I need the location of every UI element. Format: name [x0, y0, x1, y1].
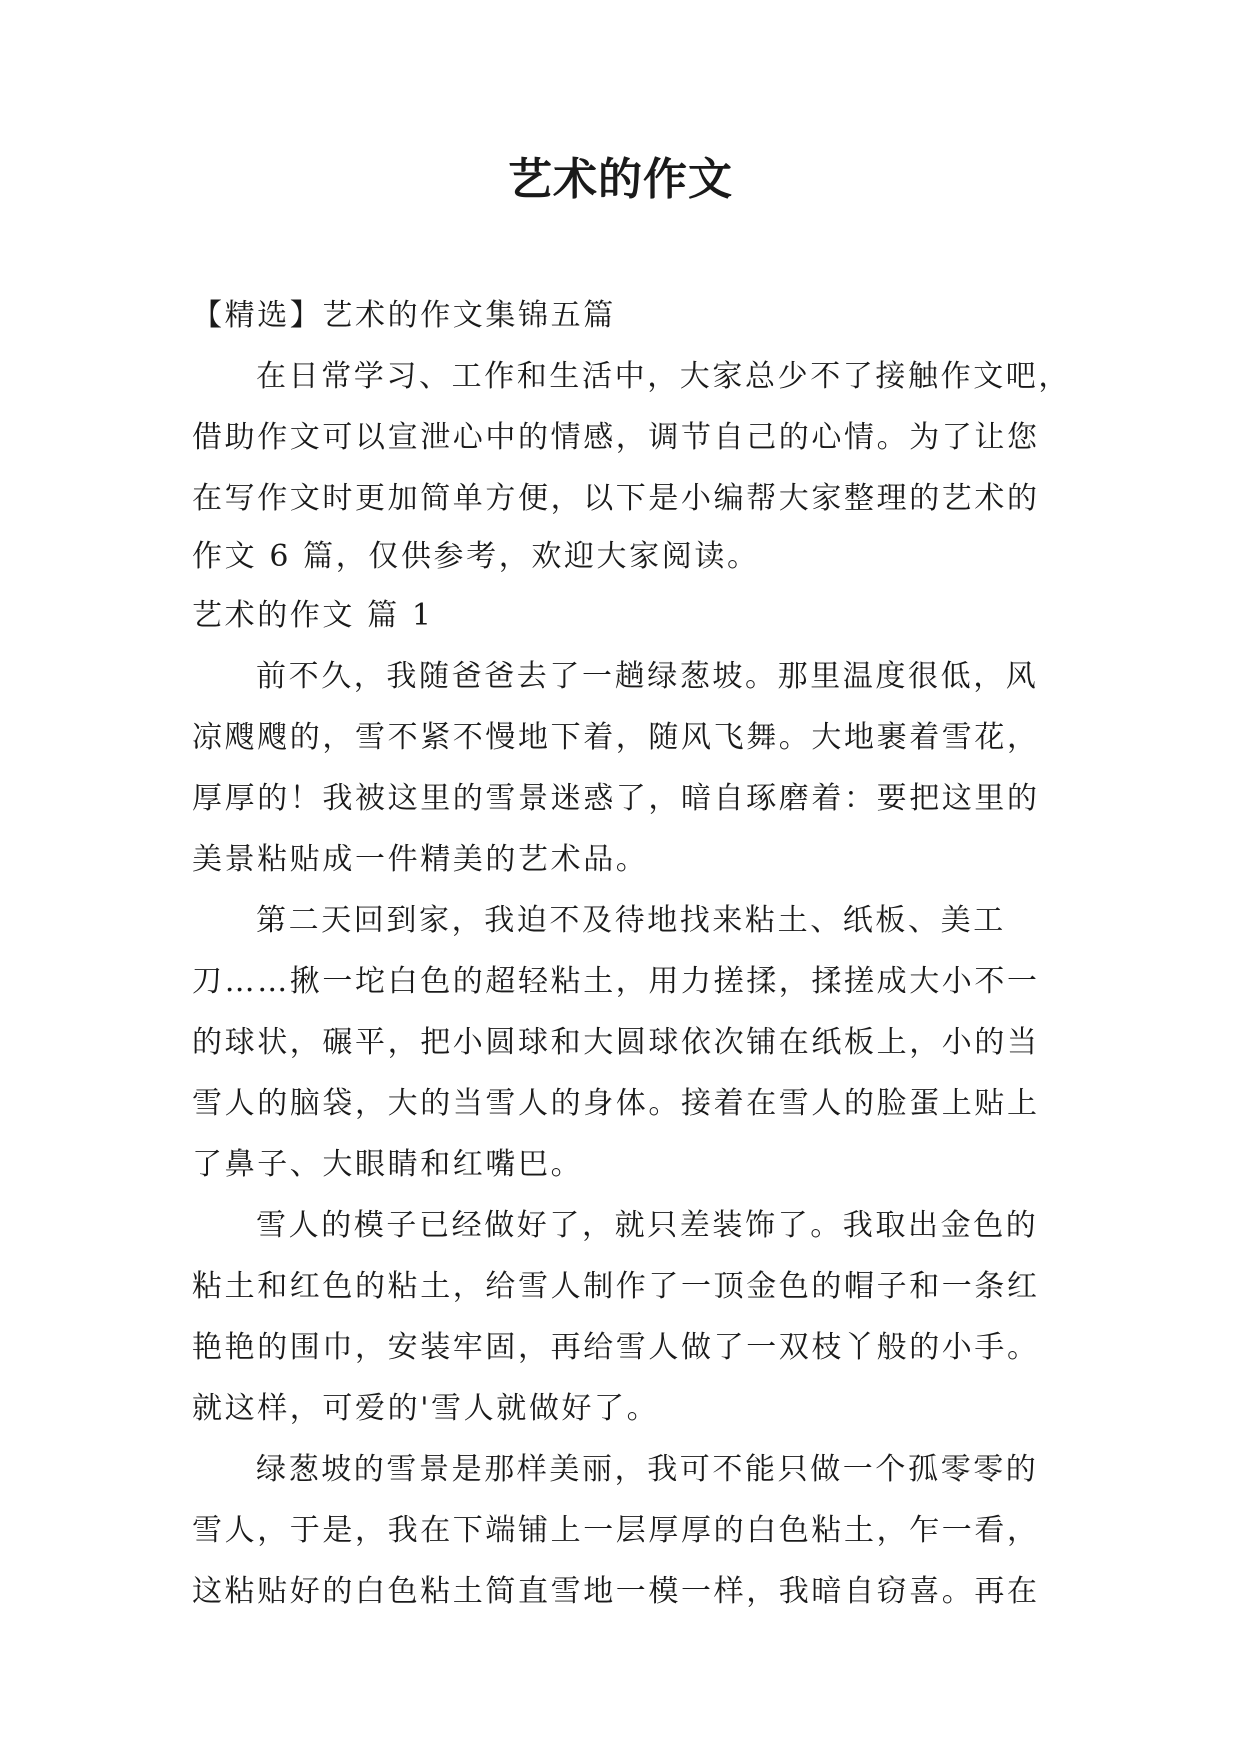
text-line: 绿葱坡的雪景是那样美丽，我可不能只做一个孤零零的 [256, 1452, 1039, 1487]
text-line: 雪人，于是，我在下端铺上一层厚厚的白色粘土，乍一看， [192, 1513, 1040, 1548]
text-line: 【精选】艺术的作文集锦五篇 [192, 298, 616, 333]
text-line: 凉飕飕的，雪不紧不慢地下着，随风飞舞。大地裹着雪花， [192, 720, 1040, 755]
text-line: 了鼻子、大眼睛和红嘴巴。 [192, 1147, 584, 1182]
text-line: 雪人的脑袋，大的当雪人的身体。接着在雪人的脸蛋上贴上 [192, 1086, 1040, 1121]
text-line: 艳艳的围巾，安装牢固，再给雪人做了一双枝丫般的小手。 [192, 1330, 1040, 1365]
text-line: 厚厚的！我被这里的雪景迷惑了，暗自琢磨着：要把这里的 [192, 781, 1040, 816]
text-line: 美景粘贴成一件精美的艺术品。 [192, 842, 649, 877]
document-body [192, 285, 1072, 1622]
text-line: 作文 6 篇，仅供参考，欢迎大家阅读。 [192, 539, 760, 574]
text-line: 第二天回到家，我迫不及待地找来粘土、纸板、美工 [256, 903, 1006, 938]
text-line: 雪人的模子已经做好了，就只差装饰了。我取出金色的 [256, 1208, 1039, 1243]
text-line: 在日常学习、工作和生活中，大家总少不了接触作文吧， [256, 359, 1071, 394]
text-line: 在写作文时更加简单方便，以下是小编帮大家整理的艺术的 [192, 481, 1040, 516]
text-line: 粘土和红色的粘土，给雪人制作了一顶金色的帽子和一条红 [192, 1269, 1040, 1304]
text-line: 借助作文可以宣泄心中的情感，调节自己的心情。为了让您 [192, 420, 1040, 455]
document-title: 艺术的作文 [508, 154, 733, 205]
text-line: 这粘贴好的白色粘土简直雪地一模一样，我暗自窃喜。再在 [192, 1574, 1040, 1609]
text-line: 的球状，碾平，把小圆球和大圆球依次铺在纸板上，小的当 [192, 1025, 1040, 1060]
text-line: 前不久，我随爸爸去了一趟绿葱坡。那里温度很低，风 [256, 659, 1039, 694]
text-line: 刀……揪一坨白色的超轻粘土，用力搓揉，揉搓成大小不一 [192, 964, 1040, 999]
text-line: 艺术的作文 篇 1 [192, 598, 434, 633]
text-line: 就这样，可爱的'雪人就做好了。 [192, 1391, 660, 1426]
